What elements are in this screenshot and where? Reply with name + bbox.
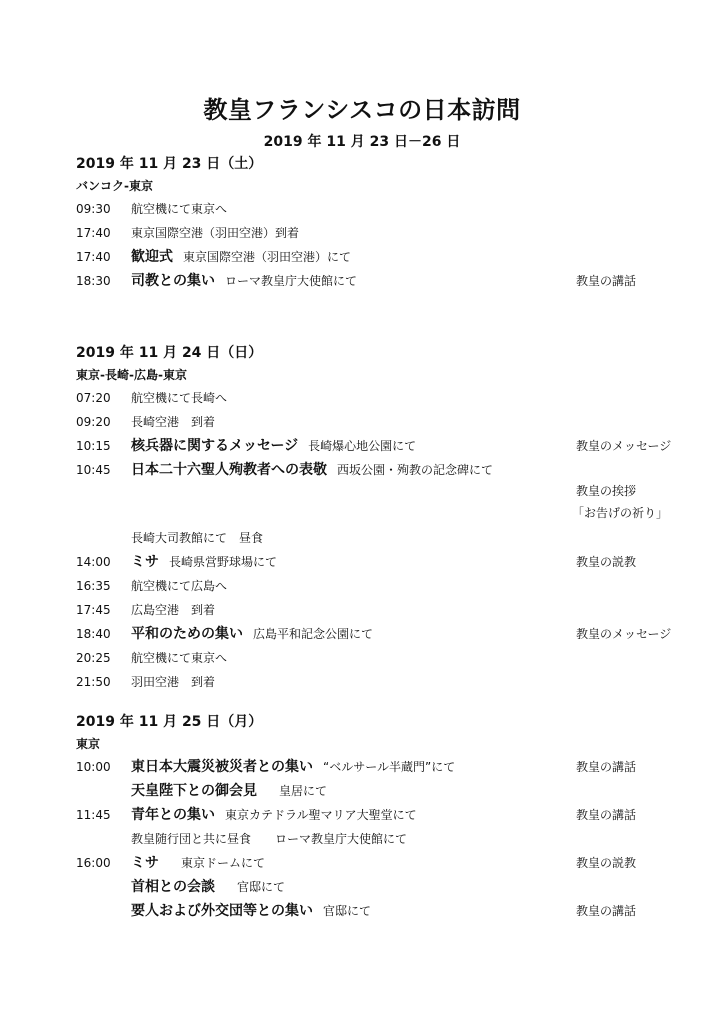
row-event: 日本二十六聖人殉教者への表敬 [131,462,327,478]
schedule-row [76,779,696,803]
day-route: 東京 [76,737,101,751]
day-section-nov-23 [76,153,696,293]
row-detail: 航空機にて東京へ [131,651,228,665]
row-time: 11:45 [76,808,111,822]
row-time: 17:40 [76,226,111,240]
day-section-nov-25 [76,711,696,923]
schedule-row [76,458,696,526]
row-detail: 東京カテドラル聖マリア大聖堂にて [225,808,417,822]
row-time: 10:15 [76,439,111,453]
schedule-row [76,827,696,851]
schedule-row [76,755,696,779]
day-date: 2019 年 11 月 25 日（月） [76,714,263,730]
row-event: ミサ [131,855,159,871]
schedule-row [76,386,696,410]
row-note: 教皇の説教 [576,856,637,870]
row-detail: 羽田空港 到着 [131,675,216,689]
row-note: 教皇の講話 [576,760,637,774]
row-time: 14:00 [76,555,111,569]
row-time: 17:45 [76,603,111,617]
row-detail: 教皇随行団と共に昼食 ローマ教皇庁大使館にて [131,832,408,846]
row-event: 天皇陛下との御会見 [131,783,257,799]
schedule-row [76,899,696,923]
row-time: 09:30 [76,202,111,216]
document-title: 教皇フランシスコの日本訪問 [203,96,521,124]
row-detail: 航空機にて長崎へ [131,391,228,405]
day-route: 東京-長崎-広島-東京 [76,368,187,382]
row-note: 教皇の講話 [576,274,637,288]
row-note: 教皇のメッセージ [576,627,672,641]
row-detail: 航空機にて広島へ [131,579,228,593]
row-detail: “ベルサール半蔵門”にて [323,760,456,774]
row-detail: 皇居にて [267,784,328,798]
row-time: 09:20 [76,415,111,429]
row-event: 首相との会談 [131,879,215,895]
row-time: 17:40 [76,250,111,264]
row-detail: 航空機にて東京へ [131,202,228,216]
row-detail: ローマ教皇庁大使館にて [225,274,358,288]
row-detail: 広島平和記念公園にて [253,627,374,641]
row-detail: 長崎空港 到着 [131,415,216,429]
row-time: 07:20 [76,391,111,405]
row-note-line: 教皇の挨拶 [576,484,637,498]
row-note: 教皇の講話 [576,904,637,918]
schedule-row [76,803,696,827]
row-event: 青年との集い [131,807,215,823]
row-note: 教皇のメッセージ [576,439,672,453]
schedule-row [76,598,696,622]
row-event: 歓迎式 [131,249,173,265]
row-detail: 東京ドームにて [169,856,266,870]
row-detail: 長崎爆心地公園にて [308,439,417,453]
schedule-row [76,550,696,574]
schedule-row [76,269,696,293]
row-note [572,480,669,524]
row-time: 16:00 [76,856,111,870]
row-time: 18:40 [76,627,111,641]
row-detail: 長崎県営野球場にて [169,555,278,569]
row-event: 司教との集い [131,273,215,289]
row-event: 核兵器に関するメッセージ [131,438,299,454]
row-detail: 長崎大司教館にて 昼食 [131,531,264,545]
day-route: バンコク-東京 [76,179,153,193]
row-time: 16:35 [76,579,111,593]
schedule-row [76,526,696,550]
row-note: 教皇の説教 [576,555,637,569]
row-note-line: 「お告げの祈り」 [572,506,669,520]
row-event: 東日本大震災被災者との集い [131,759,313,775]
schedule-row [76,622,696,646]
row-event: 要人および外交団等との集い [131,903,313,919]
row-event: 平和のための集い [131,626,243,642]
row-detail: 西坂公園・殉教の記念碑にて [337,463,494,477]
row-detail: 官邸にて [323,904,372,918]
row-detail: 東京国際空港（羽田空港）にて [183,250,352,264]
schedule-row [76,197,696,221]
row-time: 10:00 [76,760,111,774]
row-time: 10:45 [76,463,111,477]
schedule-row [76,221,696,245]
day-date: 2019 年 11 月 24 日（日） [76,345,263,361]
row-time: 18:30 [76,274,111,288]
row-detail: 官邸にて [225,880,286,894]
schedule-row [76,851,696,875]
row-detail: 広島空港 到着 [131,603,216,617]
row-detail: 東京国際空港（羽田空港）到着 [131,226,300,240]
row-note: 教皇の講話 [576,808,637,822]
document-date-range: 2019 年 11 月 23 日－26 日 [263,134,461,150]
schedule-row [76,670,696,694]
schedule-row [76,574,696,598]
day-section-nov-24 [76,342,696,694]
schedule-row [76,646,696,670]
schedule-row [76,434,696,458]
schedule-row [76,875,696,899]
schedule-row [76,410,696,434]
day-date: 2019 年 11 月 23 日（土） [76,156,263,172]
schedule-row [76,245,696,269]
row-time: 20:25 [76,651,111,665]
row-time: 21:50 [76,675,111,689]
row-event: ミサ [131,554,159,570]
